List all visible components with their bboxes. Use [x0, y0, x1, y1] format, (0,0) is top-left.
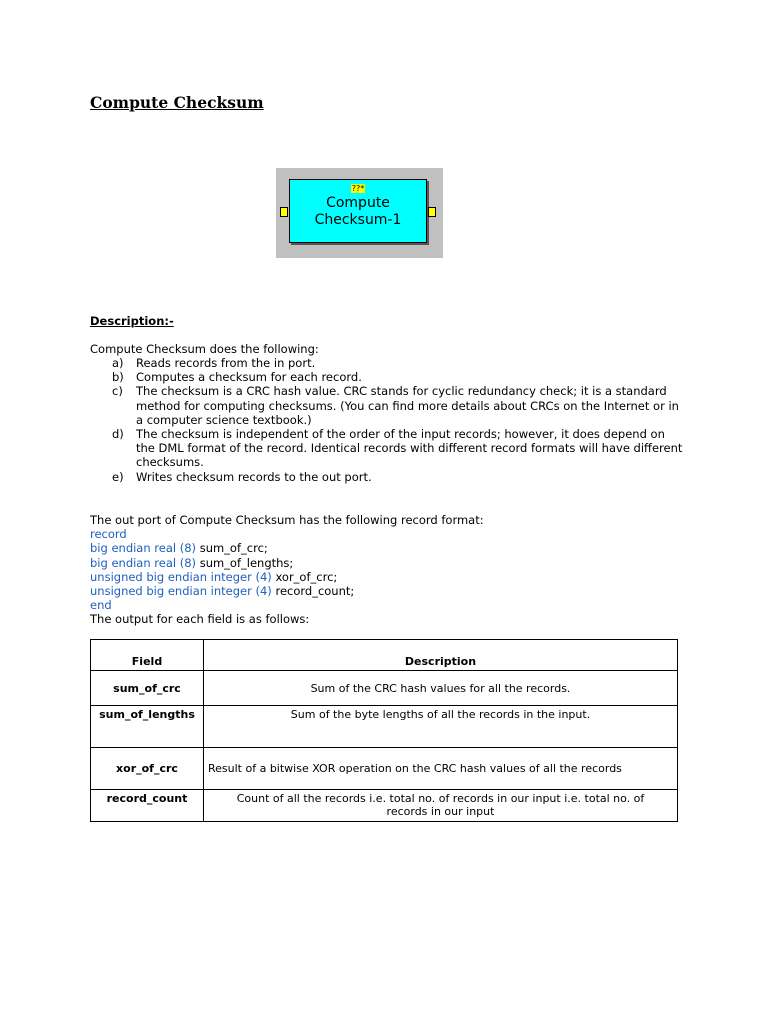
field-name-text: sum_of_lengths	[99, 708, 195, 721]
record-field-line	[90, 584, 484, 598]
list-marker: d)	[112, 427, 124, 442]
list-marker: b)	[112, 370, 124, 385]
in-port[interactable]	[280, 207, 288, 217]
field-name: xor_of_crc;	[271, 569, 338, 584]
list-item-text: The checksum is independent of the order of the input records; however, it does depend on the DML format of the record. Identical records with different record formats will have different checksums.	[136, 427, 683, 470]
list-item-text: Computes a checksum for each record.	[136, 370, 362, 385]
record-format-block	[90, 513, 484, 627]
table-row	[91, 706, 678, 748]
out-port[interactable]	[428, 207, 436, 217]
list-marker: c)	[112, 384, 123, 399]
table-row	[91, 748, 678, 790]
record-format-outro: The output for each field is as follows:	[90, 612, 310, 627]
record-field-line	[90, 570, 484, 584]
page-title: Compute Checksum	[90, 93, 264, 112]
header-field: Field	[91, 640, 204, 671]
field-description-cell: Sum of the CRC hash values for all the records.	[204, 671, 678, 706]
list-item	[112, 427, 687, 470]
list-marker: e)	[112, 469, 124, 484]
field-type: unsigned big endian integer (4)	[90, 569, 272, 584]
field-name-cell: sum_of_crc	[91, 671, 204, 706]
fields-table	[90, 639, 678, 822]
list-item	[112, 370, 687, 384]
compute-checksum-component[interactable]	[289, 179, 427, 243]
field-description-cell: Result of a bitwise XOR operation on the CRC hash values of all the records	[204, 748, 678, 790]
field-name-cell	[91, 706, 204, 748]
table-header-row	[91, 640, 678, 671]
field-name: sum_of_crc;	[196, 541, 268, 556]
record-keyword: record	[90, 527, 127, 542]
table-row	[91, 671, 678, 706]
field-type: big endian real (8)	[90, 541, 197, 556]
field-name: sum_of_lengths;	[196, 555, 294, 570]
field-type: unsigned big endian integer (4)	[90, 584, 272, 599]
header-description: Description	[204, 640, 678, 671]
steps-list	[112, 356, 687, 484]
record-field-line	[90, 541, 484, 555]
list-item-text: Reads records from the in port.	[136, 356, 316, 370]
field-name-cell: xor_of_crc	[91, 748, 204, 790]
list-item-text: Writes checksum records to the out port.	[136, 469, 372, 484]
field-description-cell: Count of all the records i.e. total no. of records in our input i.e. total no. of records in our input	[204, 790, 678, 822]
description-intro: Compute Checksum does the following:	[90, 342, 319, 356]
field-name-cell: record_count	[91, 790, 204, 822]
field-type: big endian real (8)	[90, 555, 197, 570]
description-heading: Description:-	[90, 314, 174, 328]
list-item-text: The checksum is a CRC hash value. CRC stands for cyclic redundancy check; it is a standard method for computing checksums. (You can find more details about CRCs on the Internet or in a computer science textbook.)	[136, 384, 679, 427]
record-format-intro: The out port of Compute Checksum has the following record format:	[90, 513, 484, 527]
field-name: record_count;	[271, 584, 355, 599]
table-row	[91, 790, 678, 822]
end-keyword: end	[90, 598, 112, 613]
status-badge: ??*	[351, 184, 365, 193]
field-description-cell: Sum of the byte lengths of all the records in the input.	[204, 706, 678, 748]
list-item	[112, 356, 687, 370]
record-field-line	[90, 556, 484, 570]
list-item	[112, 470, 687, 484]
list-item	[112, 384, 687, 427]
component-name: Compute Checksum-1	[314, 195, 402, 228]
list-marker: a)	[112, 356, 124, 370]
component-diagram	[276, 168, 443, 258]
